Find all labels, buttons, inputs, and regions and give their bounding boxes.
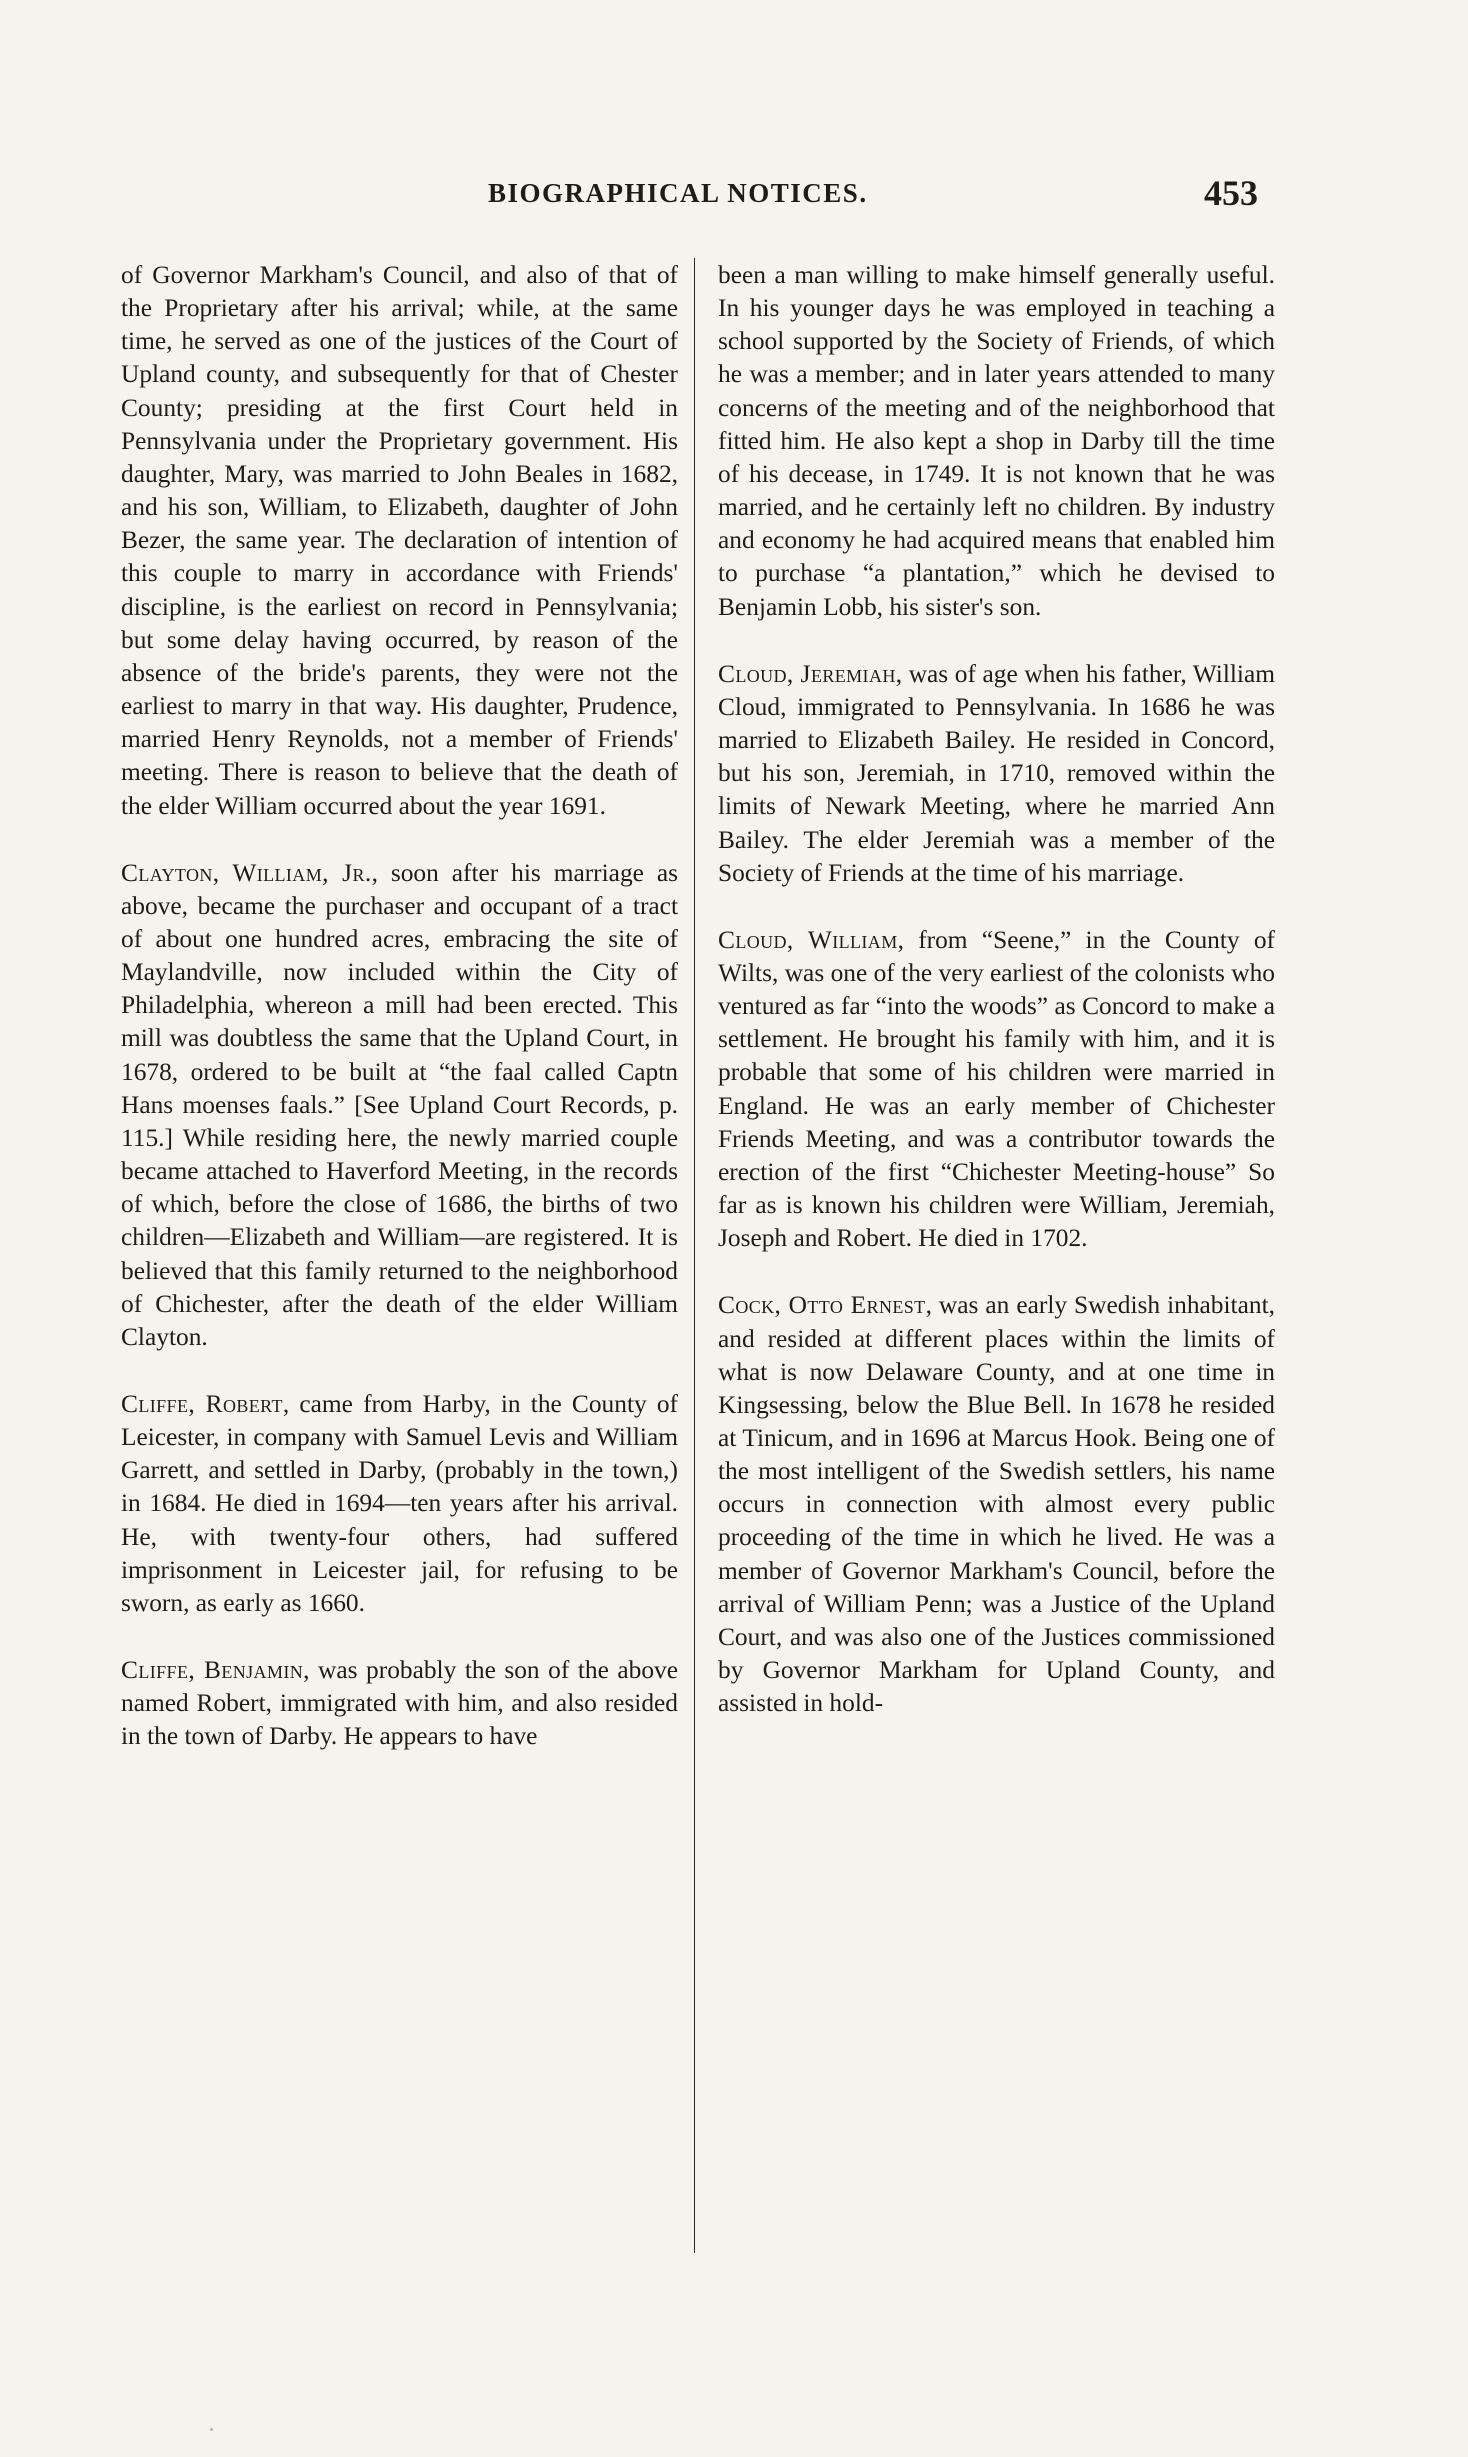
- entry-cock-otto-ernest: [718, 1289, 1275, 1720]
- entry-text: , came from Harby, in the County of Leicester, in company with Samuel Levis and William Garrett, and settled in Darby, (probably in the town,) in 1684. He died in 1694—ten years after his arrival. He, with twenty-four others, had suffered imprisonment in Leicester jail, for refusing to be sworn, as early as 1660.: [121, 1390, 678, 1617]
- right-column: [718, 259, 1275, 1720]
- entry-cliffe-robert: [121, 1388, 678, 1620]
- entry-text: , was of age when his father, William Cloud, immigrated to Pennsylvania. In 1686 he was married to Elizabeth Bailey. He resided in Concord, but his son, Jeremiah, in 1710, removed within the limits of Newark Meeting, where he married Ann Bailey. The elder Jeremiah was a member of the Society of Friends at the time of his marriage.: [718, 659, 1275, 887]
- entry-text: , was an early Swedish inhabitant, and resided at different places within the limits of what is now Delaware County, and at one time in Kingsessing, below the Blue Bell. In 1678 he resided at Tinicum, and in 1696 at Marcus Hook. Being one of the most intelligent of the Swedish settlers, his name occurs in connection with almost every public proceeding of the time in which he lived. He was a member of Governor Markham's Council, before the arrival of William Penn; was a Justice of the Upland Court, and was also one of the Justices commissioned by Governor Markham for Upland County, and assisted in hold-: [718, 1291, 1275, 1718]
- entry-name: Cock, Otto Ernest: [718, 1291, 926, 1320]
- entry-name: Clayton, William, Jr.: [121, 858, 372, 887]
- entry-name: Cloud, Jeremiah: [718, 659, 896, 688]
- left-column: [121, 259, 678, 1754]
- entry-text: , was probably the son of the above named Robert, immigrated with him, and also resided in the town of Darby. He appears to have: [121, 1656, 678, 1751]
- entry-cloud-jeremiah: [718, 658, 1275, 890]
- entry-text: , soon after his marriage as above, became the purchaser and occupant of a tract of about one hundred acres, embracing the site of Maylandville, now included within the City of Philadelphia, whereon a mill had been erected. This mill was doubtless the same that the Upland Court, in 1678, ordered to be built at “the faal called Captn Hans moenses faals.” [See Upland Court Records, p. 115.] While residing here, the newly married couple became attached to Haverford Meeting, in the records of which, before the close of 1686, the births of two children—Elizabeth and William—are registered. It is believed that this family returned to the neighborhood of Chichester, after the death of the elder William Clayton.: [121, 858, 678, 1351]
- entry-cloud-william: [718, 924, 1275, 1256]
- column-divider: [694, 258, 695, 2253]
- paragraph-text: been a man willing to make himself generally useful. In his younger days he was employed in teaching a school supported by the Society of Friends, of which he was a member; and in later years attended to many concerns of the meeting and of the neighborhood that fitted him. He also kept a shop in Darby till the time of his decease, in 1749. It is not known that he was married, and he certainly left no children. By industry and economy he had acquired means that enabled him to purchase “a plantation,” which he devised to Benjamin Lobb, his sister's son.: [718, 261, 1275, 621]
- running-head: [0, 172, 1468, 222]
- running-title: BIOGRAPHICAL NOTICES.: [488, 178, 868, 208]
- continuation-paragraph: [718, 259, 1275, 624]
- page-number: 453: [1204, 173, 1258, 213]
- continuation-paragraph: [121, 259, 678, 823]
- entry-text: , from “Seene,” in the County of Wilts, was one of the very earliest of the colonists who ventured as far “into the woods” as Concord to make a settlement. He brought his family with him, and it is probable that some of his children were married in England. He was an early member of Chichester Friends Meeting, and was a contributor towards the erection of the first “Chichester Meeting-house” So far as is known his children were William, Jeremiah, Joseph and Robert. He died in 1702.: [718, 925, 1275, 1253]
- entry-clayton-william-jr: [121, 857, 678, 1354]
- paper-speck: [210, 2428, 213, 2431]
- entry-name: Cliffe, Robert: [121, 1390, 283, 1418]
- entry-name: Cliffe, Benjamin: [121, 1656, 304, 1685]
- paragraph-text: of Governor Markham's Council, and also of that of the Proprietary after his arrival; while, at the same time, he served as one of the justices of the Court of Upland county, and subsequently for that of Chester County; presiding at the first Court held in Pennsylvania under the Proprietary government. His daughter, Mary, was married to John Beales in 1682, and his son, William, to Elizabeth, daughter of John Bezer, the same year. The declaration of intention of this couple to marry in accordance with Friends' discipline, is the earliest on record in Pennsylvania; but some delay having occurred, by reason of the absence of the bride's parents, they were not the earliest to marry in that way. His daughter, Prudence, married Henry Reynolds, not a member of Friends' meeting. There is reason to believe that the death of the elder William occurred about the year 1691.: [121, 261, 678, 820]
- entry-cliffe-benjamin: [121, 1654, 678, 1753]
- entry-name: Cloud, William: [718, 925, 898, 954]
